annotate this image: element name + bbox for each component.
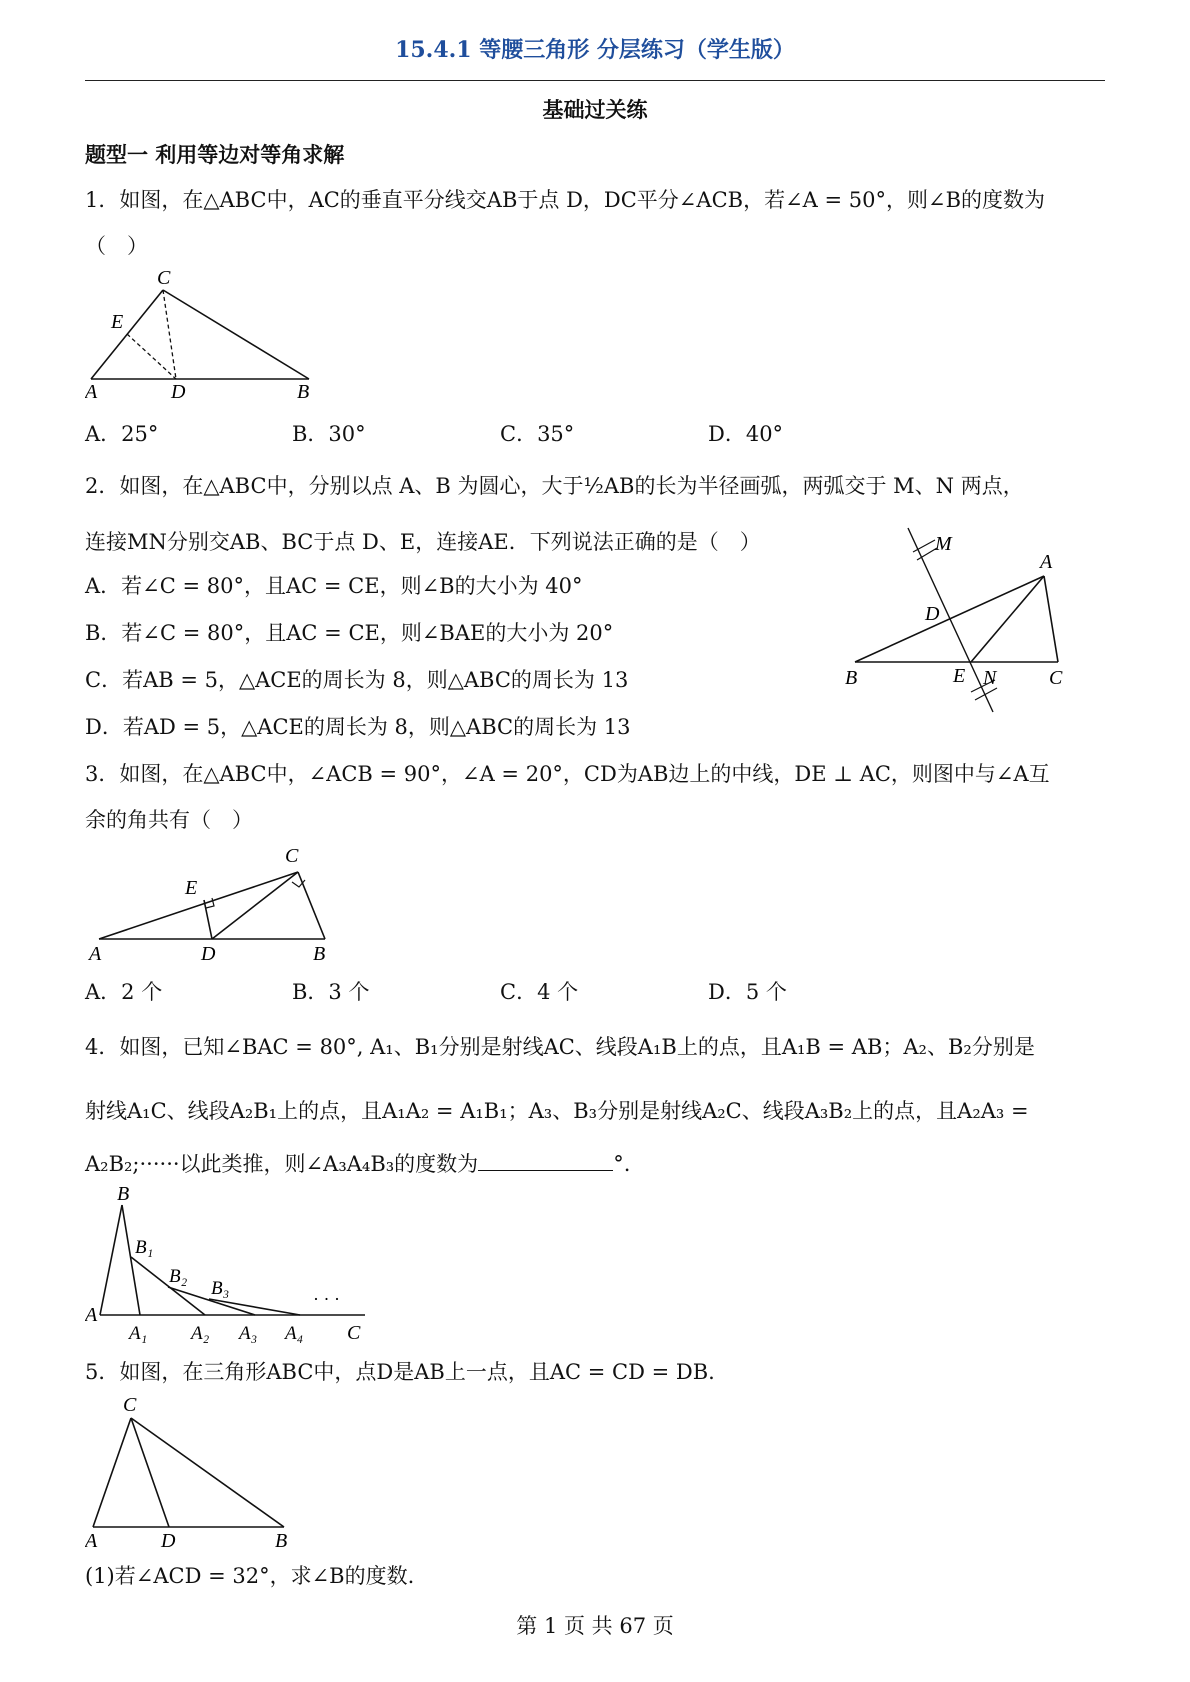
q5-label-d: D (161, 1530, 176, 1552)
page-footer: 第 1 页 共 67 页 (516, 1614, 674, 1638)
q5-stem-line1: 5．如图，在三角形ABC中，点D是AB上一点，且AC = CD = DB. (85, 1360, 715, 1384)
q4-label-a3: A₃ (239, 1323, 258, 1344)
q2-label-m: M (935, 533, 952, 555)
q3-figure (85, 842, 345, 972)
q2-label-d: D (925, 603, 940, 625)
q5-label-b: B (275, 1530, 288, 1552)
q2-label-e: E (953, 665, 966, 687)
q3-label-a: A (89, 943, 102, 965)
q3-label-e: E (185, 877, 198, 899)
q1-option-c: C．35° (500, 422, 575, 446)
q5-part1: (1)若∠ACD = 32°，求∠B的度数. (85, 1564, 415, 1588)
q4-label-b: B (117, 1185, 130, 1205)
q4-stem-line3-text: A₂B₂;······以此类推，则∠A₃A₄B₃的度数为 (85, 1152, 479, 1176)
q2-option-d: D．若AD = 5，△ACE的周长为 8，则△ABC的周长为 13 (85, 715, 631, 739)
q2-label-a: A (1040, 551, 1053, 573)
q2-option-a: A．若∠C = 80°，且AC = CE，则∠B的大小为 40° (85, 574, 583, 598)
q4-stem-line2: 射线A₁C、线段A₂B₁上的点，且A₁A₂ = A₁B₁；A₃、B₃分别是射线A₂C、线段A₃B₂上的点，且A₂A₃ = (85, 1099, 1029, 1123)
q3-label-b: B (313, 943, 326, 965)
q3-stem-line2: 余的角共有（ ） (85, 808, 253, 832)
q3-option-c: C．4 个 (500, 980, 579, 1004)
q1-label-c: C (157, 268, 171, 289)
q2-option-c: C．若AB = 5，△ACE的周长为 8，则△ABC的周长为 13 (85, 668, 629, 692)
q5-figure (85, 1392, 305, 1552)
q2-label-n: N (983, 667, 997, 689)
q1-option-b: B．30° (292, 422, 366, 446)
q1-figure (85, 268, 325, 400)
q3-label-c: C (285, 845, 299, 867)
header-rule (85, 80, 1105, 81)
q5-label-c: C (123, 1394, 137, 1416)
section-heading: 基础过关练 (542, 97, 648, 122)
q4-figure (85, 1185, 375, 1350)
q4-ellipsis: · · · (313, 1289, 340, 1309)
q2-figure (835, 520, 1080, 720)
q3-option-b: B．3 个 (292, 980, 370, 1004)
q5-label-a: A (85, 1530, 98, 1552)
q2-label-b: B (845, 667, 858, 689)
q1-option-d: D．40° (708, 422, 784, 446)
q4-label-b1: B₁ (135, 1237, 154, 1258)
q1-label-a: A (85, 381, 98, 400)
document-title: 15.4.1 等腰三角形 分层练习（学生版） (395, 37, 795, 63)
q2-option-b: B．若∠C = 80°，且AC = CE，则∠BAE的大小为 20° (85, 621, 614, 645)
q4-label-a4: A₄ (285, 1323, 304, 1344)
q4-label-c: C (347, 1322, 361, 1344)
q3-option-a: A．2 个 (85, 980, 163, 1004)
q4-stem-line3 (85, 1150, 630, 1178)
q4-label-a: A (85, 1304, 98, 1326)
q1-label-d: D (171, 381, 186, 400)
q4-label-a1: A₁ (129, 1323, 148, 1344)
q4-stem-line3-unit: °. (613, 1152, 631, 1176)
q2-label-c: C (1049, 667, 1063, 689)
q2-stem-line2: 连接MN分别交AB、BC于点 D、E，连接AE．下列说法正确的是（ ） (85, 530, 761, 554)
q4-label-a2: A₂ (191, 1323, 210, 1344)
q3-option-d: D．5 个 (708, 980, 787, 1004)
q3-label-d: D (201, 943, 216, 965)
question-type-heading: 题型一 利用等边对等角求解 (85, 142, 345, 167)
q3-stem-line1: 3．如图，在△ABC中，∠ACB = 90°，∠A = 20°，CD为AB边上的中线，DE ⊥ AC，则图中与∠A互 (85, 762, 1050, 786)
q1-label-e: E (111, 311, 124, 333)
q1-option-a: A．25° (85, 422, 159, 446)
q4-answer-blank[interactable] (478, 1150, 613, 1171)
q4-label-b3: B₃ (211, 1278, 230, 1299)
q1-stem-line1: 1．如图，在△ABC中，AC的垂直平分线交AB于点 D，DC平分∠ACB，若∠A = 50°，则∠B的度数为 (85, 188, 1046, 212)
q4-label-b2: B₂ (169, 1266, 188, 1287)
q4-stem-line1: 4．如图，已知∠BAC = 80°, A₁、B₁分别是射线AC、线段A₁B上的点，且A₁B = AB；A₂、B₂分别是 (85, 1035, 1035, 1059)
q1-label-b: B (297, 381, 310, 400)
q2-stem-line1: 2．如图，在△ABC中，分别以点 A、B 为圆心，大于½AB的长为半径画弧，两弧交于 M、N 两点， (85, 474, 1024, 498)
q1-stem-line2: （ ） (85, 234, 148, 258)
